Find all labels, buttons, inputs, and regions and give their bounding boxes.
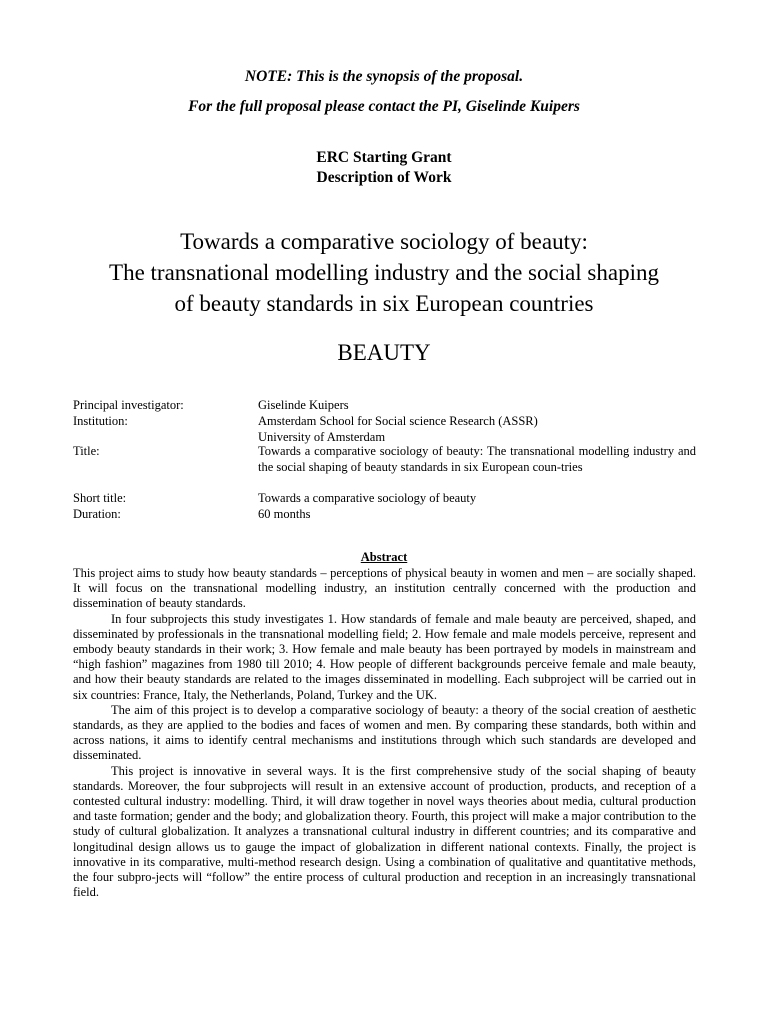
abstract-paragraph-4: This project is innovative in several ways. It is the first comprehensive study of the social shaping of beauty standards. Moreover, the four subprojects will result in an extensive account of production, products, and reception of a contested cultural industry: modelling. Third, it will draw together in novel ways theories about media, cultural production and taste formation; gender and the body; and globalization theory. Fourth, this project will make a major contribution to the study of cultural globalization. It analyzes a transnational cultural industry in different countries; and its comparative and longitudinal design allows us to gauge the impact of globalization in different national contexts. Finally, the project is innovative in its comparative, multi-method research design. Using a combination of qualitative and quantitative methods, the four subpro-jects will “follow” the entire process of cultural production and reception in an increasingly transnational field.: [73, 763, 696, 900]
project-acronym: BEAUTY: [337, 340, 431, 365]
pi-label: Principal investigator:: [73, 398, 184, 412]
duration-value: 60 months: [258, 507, 311, 521]
duration-label: Duration:: [73, 507, 121, 521]
note-line-1: NOTE: This is the synopsis of the proposal.: [244, 68, 524, 85]
proposal-title-line-2: The transnational modelling industry and the social shaping: [109, 260, 659, 285]
institution-value-2: University of Amsterdam: [258, 430, 386, 444]
abstract-paragraph-1: This project aims to study how beauty standards – perceptions of physical beauty in women and men – are socially shaped. It will focus on the transnational modelling industry, an institution centrally concerned with the production and dissemination of beauty standards.: [73, 566, 696, 611]
note-line-2: For the full proposal please contact the PI, Giselinde Kuipers: [188, 98, 580, 115]
institution-label: Institution:: [73, 414, 128, 428]
short-title-label: Short title:: [73, 491, 127, 505]
proposal-title-line-1: Towards a comparative sociology of beauty:: [180, 229, 588, 254]
grant-type: ERC Starting Grant: [316, 149, 452, 166]
abstract-heading: Abstract: [360, 550, 408, 564]
institution-value-1: Amsterdam School for Social science Research (ASSR): [258, 414, 538, 428]
abstract-paragraph-3: The aim of this project is to develop a comparative sociology of beauty: a theory of the social creation of aesthetic standards, as they are applied to the bodies and faces of women and men. By comparing these standards, both within and across nations, it aims to identify central mechanisms and institutions through which such standards are developed and disseminated.: [73, 702, 696, 763]
proposal-title-line-3: of beauty standards in six European countries: [174, 291, 594, 316]
abstract-paragraph-2: In four subprojects this study investigates 1. How standards of female and male beauty are perceived, shaped, and disseminated by professionals in the transnational modelling field; 2. How female and male models perceive, represent and embody beauty standards in their work; 3. How female and male beauty has been portrayed by models in mainstream and “high fashion” magazines from 1980 till 2010; 4. How people of different backgrounds perceive female and male beauty, and how their beauty standards are related to the images disseminated in modelling. Each subproject will be carried out in six countries: France, Italy, the Netherlands, Poland, Turkey and the UK.: [73, 611, 696, 702]
pi-value: Giselinde Kuipers: [258, 398, 349, 412]
abstract-body: [73, 566, 696, 900]
grant-subtitle: Description of Work: [316, 169, 452, 186]
title-label: Title:: [73, 444, 100, 458]
short-title-value: Towards a comparative sociology of beauty: [258, 491, 477, 505]
title-value: Towards a comparative sociology of beauty: The transnational modelling industry and the social shaping of beauty standards in six European coun-tries: [258, 444, 696, 474]
